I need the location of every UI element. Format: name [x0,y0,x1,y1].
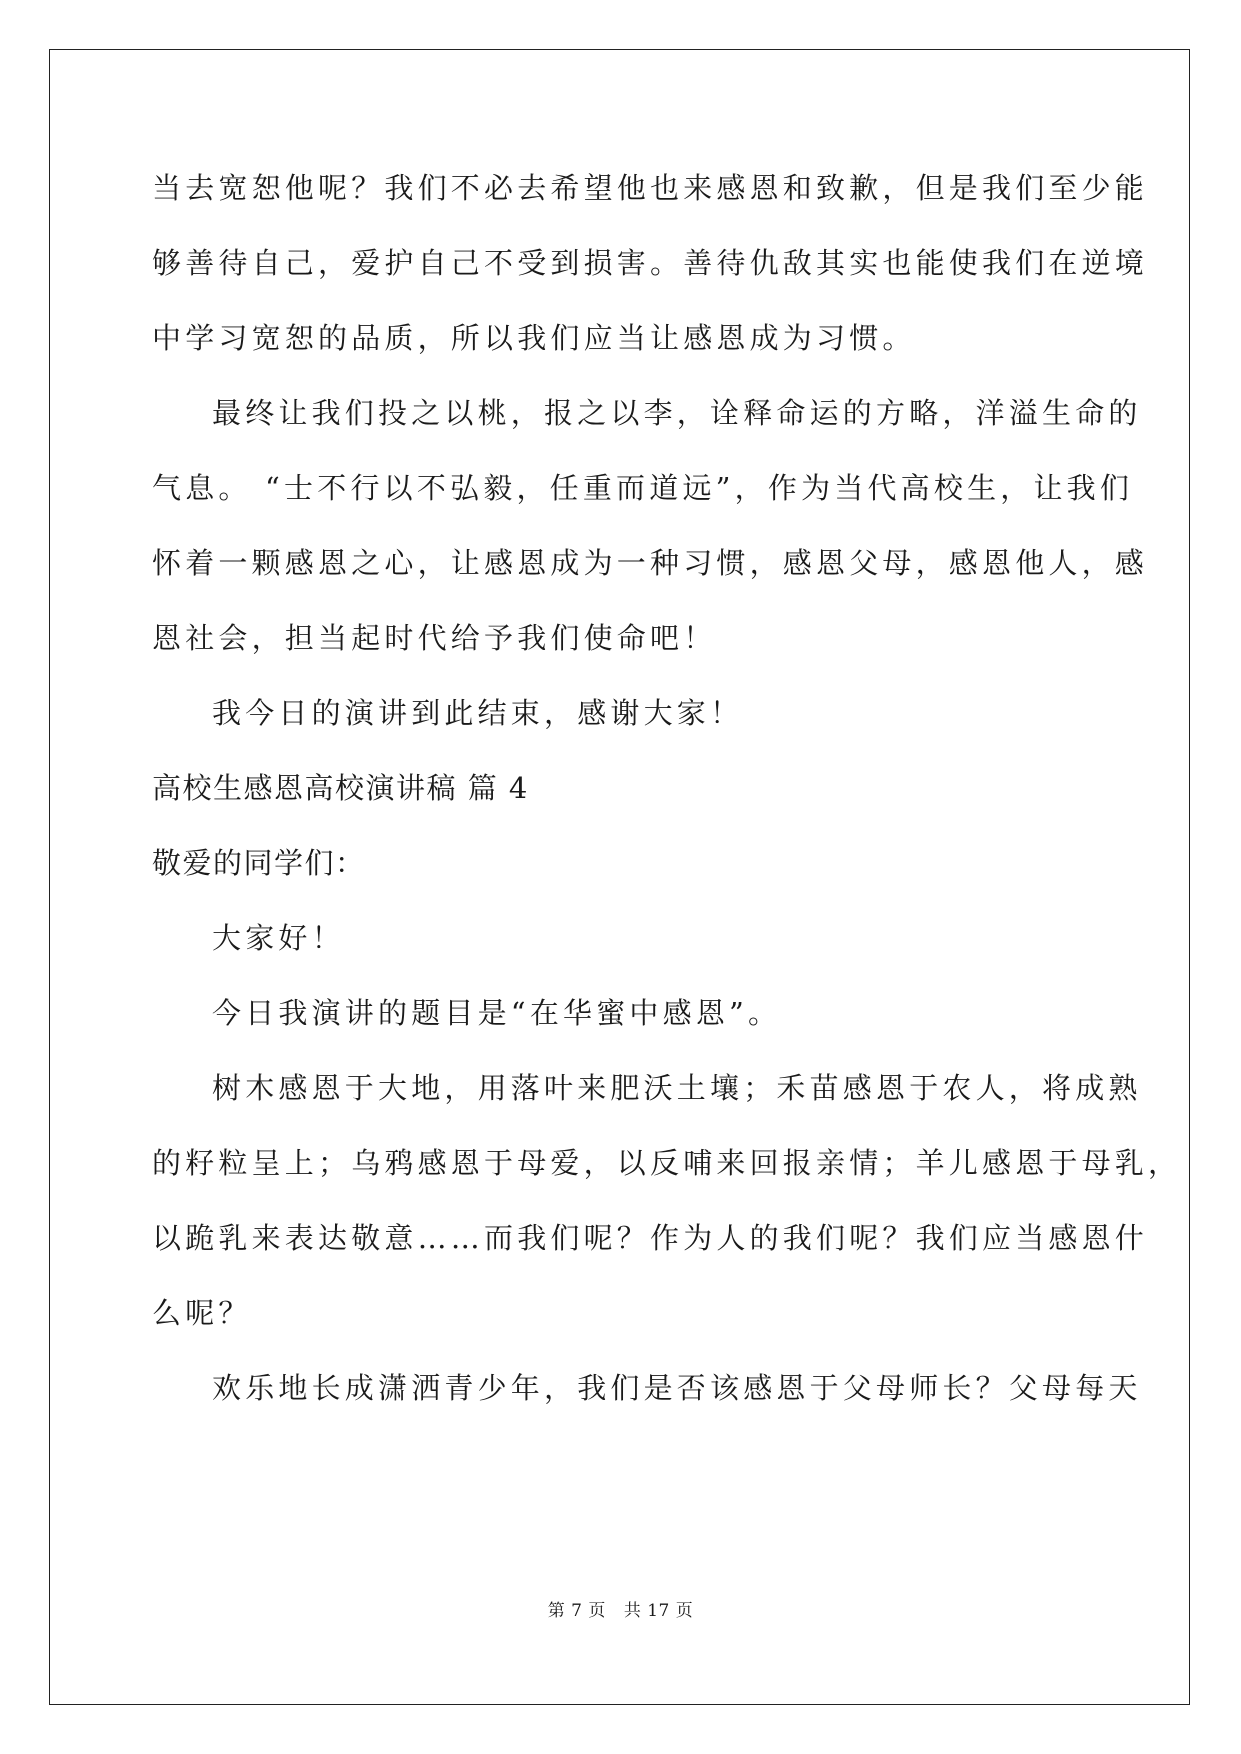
section-heading: 高校生感恩高校演讲稿 篇 4 [152,771,529,805]
text-line: 树木感恩于大地，用落叶来肥沃土壤；禾苗感恩于农人，将成熟 [212,1071,1142,1105]
text-line: 中学习宽恕的品质，所以我们应当让感恩成为习惯。 [152,321,916,355]
salutation: 敬爱的同学们： [152,846,366,880]
text-line: 今日我演讲的题目是“在华蜜中感恩”。 [212,996,782,1030]
text-line: 恩社会，担当起时代给予我们使命吧！ [152,621,717,655]
text-line: 我今日的演讲到此结束，感谢大家！ [212,696,744,730]
text-line: 够善待自己，爱护自己不受到损害。善待仇敌其实也能使我们在逆境 [152,246,1149,280]
text-line: 当去宽恕他呢？我们不必去希望他也来感恩和致歉，但是我们至少能 [152,171,1149,205]
page-footer [0,1599,1241,1623]
text-line: 么呢？ [152,1296,252,1330]
text-line: 以跪乳来表达敬意……而我们呢？作为人的我们呢？我们应当感恩什 [152,1221,1149,1255]
page-total: 共 17 页 [623,1601,694,1621]
page-number: 第 7 页 [547,1601,606,1621]
text-line: 怀着一颗感恩之心，让感恩成为一种习惯，感恩父母，感恩他人，感 [152,546,1149,580]
text-line: 欢乐地长成潇洒青少年，我们是否该感恩于父母师长？父母每天 [212,1371,1142,1405]
text-line: 最终让我们投之以桃，报之以李，诠释命运的方略，洋溢生命的 [212,396,1142,430]
text-line: 气息。 “士不行以不弘毅，任重而道远”，作为当代高校生，让我们 [152,471,1134,505]
text-line: 大家好！ [212,921,345,955]
text-line: 的籽粒呈上；乌鸦感恩于母爱，以反哺来回报亲情；羊儿感恩于母乳， [152,1146,1182,1180]
